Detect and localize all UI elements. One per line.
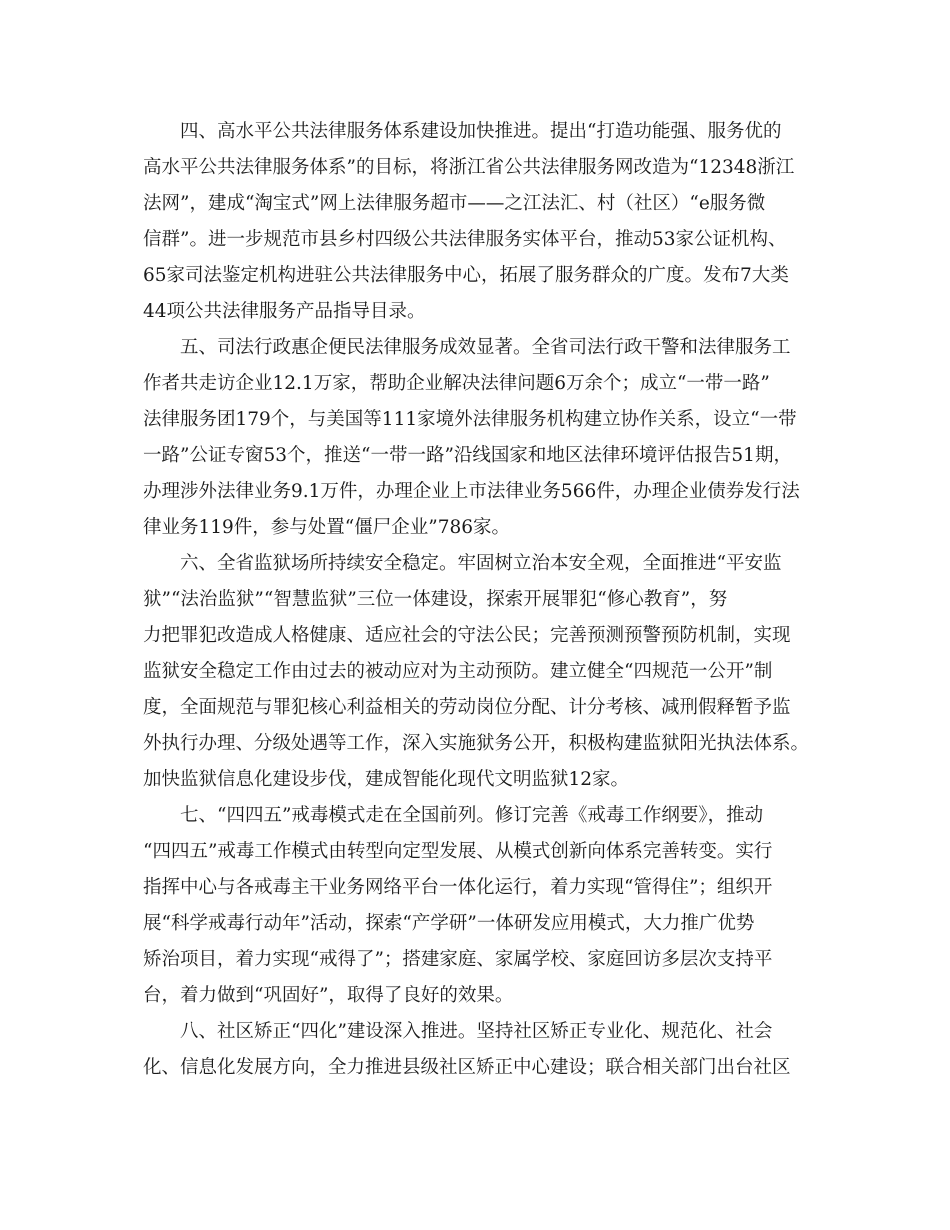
text-line: 法网”，建成“淘宝式”网上法律服务超市——之江法汇、村（社区）“e服务微 (143, 193, 766, 214)
text-line: 五、司法行政惠企便民法律服务成效显著。全省司法行政干警和法律服务工 (180, 337, 791, 358)
text-line: 监狱安全稳定工作由过去的被动应对为主动预防。建立健全“四规范一公开”制 (143, 661, 773, 682)
text-line: 法律服务团179个，与美国等111家境外法律服务机构建立协作关系，设立“一带 (143, 409, 797, 430)
text-line: 展“科学戒毒行动年”活动，探索“产学研”一体研发应用模式，大力推广优势 (143, 913, 755, 934)
text-line: 指挥中心与各戒毒主干业务网络平台一体化运行，着力实现“管得住”；组织开 (143, 877, 773, 898)
document-body (143, 114, 825, 1086)
paragraph-p6 (143, 546, 825, 798)
text-line: 信群”。进一步规范市县乡村四级公共法律服务实体平台，推动53家公证机构、 (143, 229, 787, 250)
text-line: 台，着力做到“巩固好”，取得了良好的效果。 (143, 985, 514, 1006)
text-line: 力把罪犯改造成人格健康、适应社会的守法公民；完善预测预警预防机制，实现 (143, 625, 791, 646)
text-line: 四、高水平公共法律服务体系建设加快推进。提出“打造功能强、服务优的 (180, 121, 782, 142)
text-line: 八、社区矫正“四化”建设深入推进。坚持社区矫正专业化、规范化、社会 (180, 1021, 773, 1042)
text-line: 加快监狱信息化建设步伐，建成智能化现代文明监狱12家。 (143, 769, 630, 790)
text-line: 办理涉外法律业务9.1万件，办理企业上市法律业务566件，办理企业债券发行法 (143, 481, 800, 502)
text-line: 六、全省监狱场所持续安全稳定。牢固树立治本安全观，全面推进“平安监 (180, 553, 782, 574)
text-line: 度，全面规范与罪犯核心利益相关的劳动岗位分配、计分考核、减刑假释暂予监 (143, 697, 791, 718)
text-line: 狱”“法治监狱”“智慧监狱”三位一体建设，探索开展罪犯“修心教育”，努 (143, 589, 728, 610)
text-line: 七、“四四五”戒毒模式走在全国前列。修订完善《戒毒工作纲要》，推动 (180, 805, 764, 826)
paragraph-p7 (143, 798, 825, 1014)
paragraph-p4 (143, 114, 825, 330)
text-line: 高水平公共法律服务体系”的目标，将浙江省公共法律服务网改造为“12348浙江 (143, 157, 795, 178)
text-line: 化、信息化发展方向，全力推进县级社区矫正中心建设；联合相关部门出台社区 (143, 1057, 791, 1078)
text-line: 外执行办理、分级处遇等工作，深入实施狱务公开，积极构建监狱阳光执法体系。 (143, 733, 810, 754)
text-line: 65家司法鉴定机构进驻公共法律服务中心，拓展了服务群众的广度。发布7大类 (143, 265, 789, 286)
text-line: 一路”公证专窗53个，推送“一带一路”沿线国家和地区法律环境评估报告51期， (143, 445, 792, 466)
text-line: 律业务119件，参与处置“僵尸企业”786家。 (143, 517, 511, 538)
paragraph-p8 (143, 1014, 825, 1086)
text-line: 作者共走访企业12.1万家，帮助企业解决法律问题6万余个；成立“一带一路” (143, 373, 770, 394)
text-line: “四四五”戒毒工作模式由转型向定型发展、从模式创新向体系完善转变。实行 (143, 841, 773, 862)
text-line: 矫治项目，着力实现“戒得了”；搭建家庭、家属学校、家庭回访多层次支持平 (143, 949, 773, 970)
text-line: 44项公共法律服务产品指导目录。 (143, 301, 426, 322)
paragraph-p5 (143, 330, 825, 546)
